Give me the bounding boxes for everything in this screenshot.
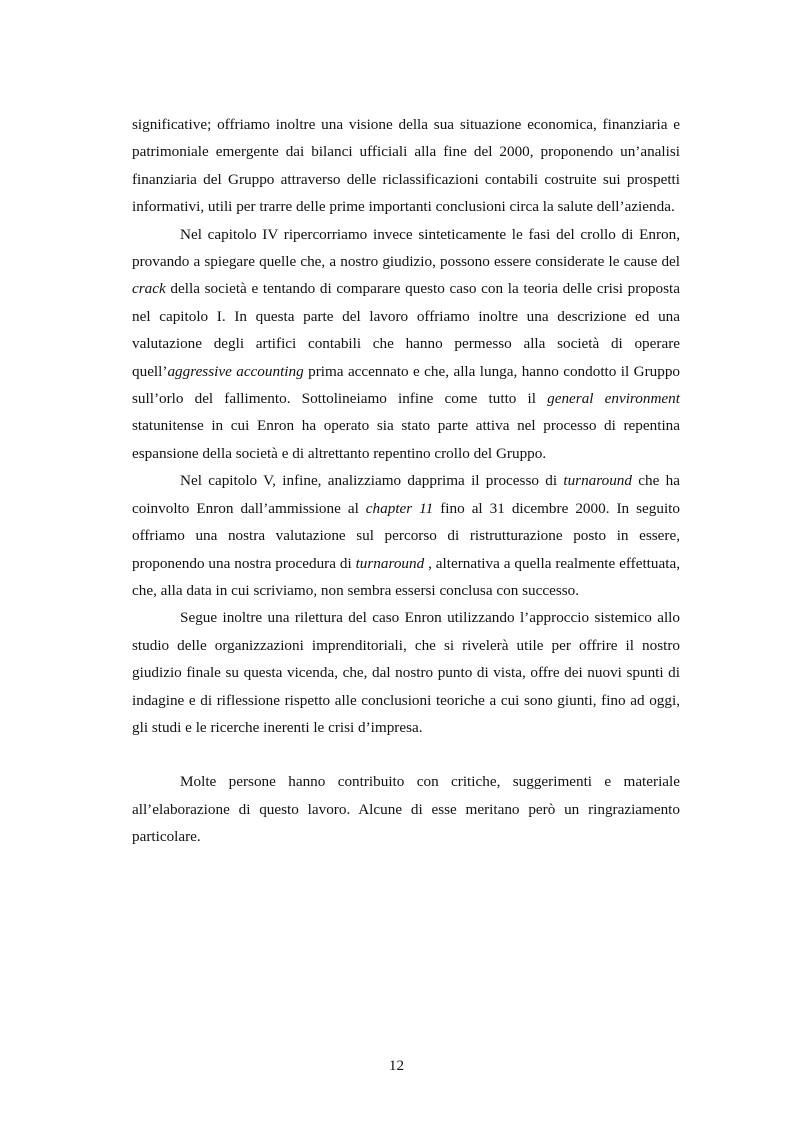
paragraph-5 [132,768,680,850]
paragraph-3-text-2: che ha coinvolto Enron dall’ammissione al [132,472,680,517]
paragraph-3-italic-turnaround-1: turnaround [563,472,632,490]
paragraph-3-italic-turnaround-2: turnaround [355,554,425,572]
paragraph-2-text-4: statunitense in cui Enron ha operato sia stato parte attiva nel processo di repentina espansione della società e di altrettanto repentino crollo del Gruppo. [132,417,680,462]
paragraph-3-text-3: fino al 31 dicembre 2000. In seguito offriamo una nostra valutazione sul percorso di ristrutturazione posto in essere, proponendo una nostra procedura di [132,499,680,572]
page-number: 12 [388,1057,405,1074]
paragraph-4 [132,604,680,741]
paragraph-3-text-4: , alternativa a quella realmente effettuata, che, alla data in cui scriviamo, non sembra essersi conclusa con successo. [132,554,680,599]
paragraph-5-text-1: Molte persone hanno contribuito con critiche, suggerimenti e materiale all’elaborazione di questo lavoro. Alcune di esse meritano però un ringraziamento particolare. [132,773,680,846]
document-body [132,111,680,851]
paragraph-2-italic-aggressive-accounting: aggressive accounting [167,362,304,380]
paragraph-2-italic-crack: crack [132,280,166,298]
paragraph-2-text-1: Nel capitolo IV ripercorriamo invece sinteticamente le fasi del crollo di Enron, provando a spiegare quelle che, a nostro giudizio, possono essere considerate le cause del [132,225,680,271]
paragraph-1 [132,111,680,221]
paragraph-2-text-2: della società e tentando di comparare questo caso con la teoria delle crisi proposta nel capitolo I. In questa parte del lavoro offriamo inoltre una descrizione ed una valutazione degli artifici contabili che hanno permesso alla società di operare quell’ [132,280,680,380]
paragraph-2-text-3: prima accennato e che, alla lunga, hanno condotto il Gruppo sull’orlo del fallimento. Sottolineiamo infine come tutto il [132,362,681,408]
paragraph-3-text-1: Nel capitolo V, infine, analizziamo dapprima il processo di [180,472,564,490]
paragraph-4-text-1: Segue inoltre una rilettura del caso Enron utilizzando l’approccio sistemico allo studio delle organizzazioni imprenditoriali, che si rivelerà utile per offrire il nostro giudizio finale su questa vicenda, che, dal nostro punto di vista, offre dei nuovi spunti di indagine e di riflessione rispetto alle conclusioni teoriche a cui sono giunti, fino ad oggi, gli studi e le ricerche inerenti le crisi d’impresa. [132,609,680,736]
paragraph-3-italic-chapter-11: chapter 11 [365,499,434,517]
paragraph-2 [132,221,680,468]
paragraph-3 [132,467,680,604]
paragraph-gap [132,741,680,768]
paragraph-2-italic-general-environment: general environment [547,390,680,408]
paragraph-1-text-1: significative; offriamo inoltre una visione della sua situazione economica, finanziaria e patrimoniale emergente dai bilanci ufficiali alla fine del 2000, proponendo un’analisi finanziaria del Gruppo attraverso delle riclassificazioni contabili costruite sui prospetti informativi, utili per trarre delle prime importanti conclusioni circa la salute dell’azienda. [132,116,680,216]
